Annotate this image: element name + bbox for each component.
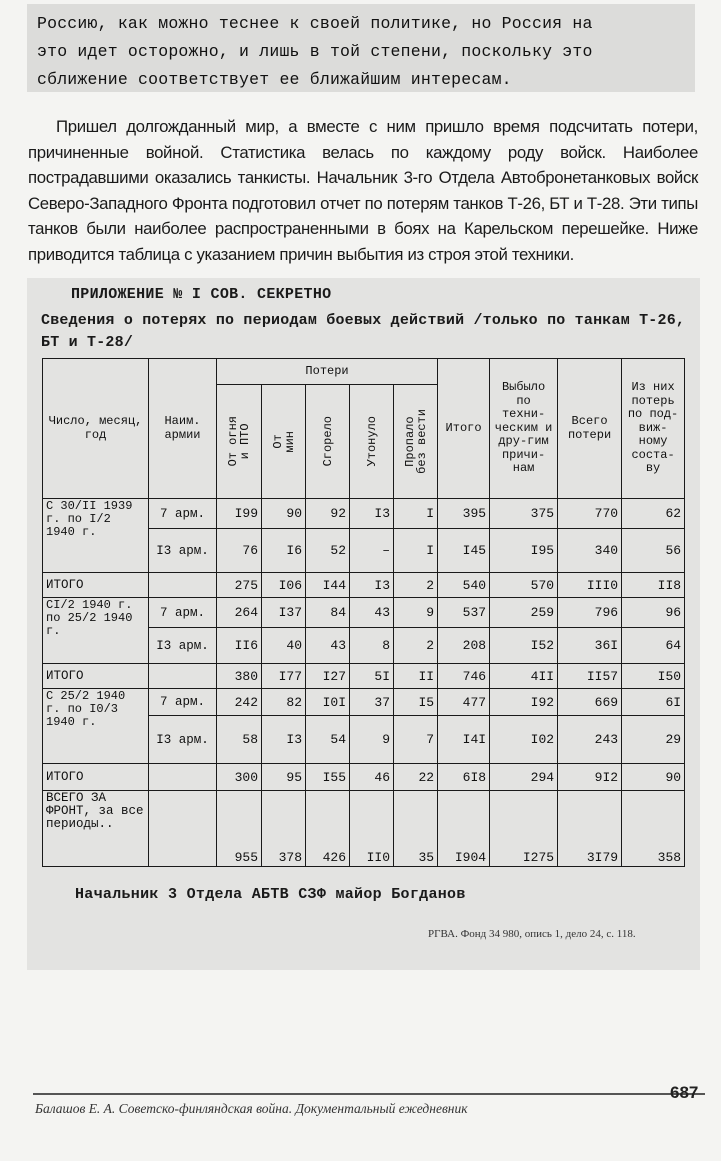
running-footer: Балашов Е. А. Советско-финляндская война. Документальный ежедневник (35, 1101, 468, 1116)
empty-cell (149, 664, 217, 689)
quote-line: сближение соответствует ее ближайшим интересам. (37, 70, 512, 89)
header-all-losses: Всего потери (558, 359, 622, 499)
value-cell: I95 (490, 529, 558, 573)
value-cell: 540 (438, 573, 490, 598)
value-cell: I5 (394, 689, 438, 716)
value-cell: 477 (438, 689, 490, 716)
value-cell: 796 (558, 598, 622, 628)
value-cell: I50 (622, 664, 685, 689)
grand-total-label: ВСЕГО ЗА ФРОНТ, за все периоды.. (43, 791, 149, 867)
total-row (43, 764, 685, 791)
value-cell: 22 (394, 764, 438, 791)
value-cell: 395 (438, 499, 490, 529)
value-cell: 95 (262, 764, 306, 791)
value-cell: I3 (350, 573, 394, 598)
value-cell: 770 (558, 499, 622, 529)
header-army: Наим. армии (149, 359, 217, 499)
period-label: С 30/II 1939 г. по I/2 1940 г. (43, 499, 149, 573)
period-label: СI/2 1940 г. по 25/2 1940 г. (43, 598, 149, 664)
value-cell: 340 (558, 529, 622, 573)
value-cell: 64 (622, 628, 685, 664)
value-cell: 56 (622, 529, 685, 573)
total-row (43, 573, 685, 598)
value-cell: 6I (622, 689, 685, 716)
value-cell: II6 (217, 628, 262, 664)
value-cell: I4I (438, 716, 490, 764)
value-cell: 82 (262, 689, 306, 716)
table-row (43, 499, 685, 529)
value-cell: I37 (262, 598, 306, 628)
value-cell: 8 (350, 628, 394, 664)
army-cell: 7 арм. (149, 689, 217, 716)
army-cell: 7 арм. (149, 598, 217, 628)
footer-divider (33, 1093, 705, 1095)
value-cell: 243 (558, 716, 622, 764)
value-cell: 570 (490, 573, 558, 598)
value-cell: 29 (622, 716, 685, 764)
archival-document (27, 278, 700, 970)
value-cell: 375 (490, 499, 558, 529)
quote-line: Россию, как можно теснее к своей политике, но Россия на (37, 14, 593, 33)
value-cell: 294 (490, 764, 558, 791)
value-cell: 426 (306, 791, 350, 867)
value-cell: 242 (217, 689, 262, 716)
value-cell: 7 (394, 716, 438, 764)
value-cell: I (394, 499, 438, 529)
total-label: ИТОГО (43, 573, 149, 598)
header-burned: Сгорело (306, 385, 350, 499)
value-cell: 746 (438, 664, 490, 689)
value-cell: II (394, 664, 438, 689)
value-cell: 6I8 (438, 764, 490, 791)
period-label: С 25/2 1940 г. по I0/3 1940 г. (43, 689, 149, 764)
value-cell: I (394, 529, 438, 573)
quote-block (27, 4, 695, 92)
value-cell: 58 (217, 716, 262, 764)
value-cell: I92 (490, 689, 558, 716)
value-cell: 955 (217, 791, 262, 867)
value-cell: 275 (217, 573, 262, 598)
value-cell: 380 (217, 664, 262, 689)
value-cell: I55 (306, 764, 350, 791)
value-cell: II8 (622, 573, 685, 598)
value-cell: I0I (306, 689, 350, 716)
quote-line: это идет осторожно, и лишь в той степени, поскольку это (37, 42, 593, 61)
header-mines: От мин (262, 385, 306, 499)
value-cell: 2 (394, 573, 438, 598)
value-cell: 378 (262, 791, 306, 867)
value-cell: II0 (350, 791, 394, 867)
value-cell: 36I (558, 628, 622, 664)
document-subheading: Сведения о потерях по периодам боевых действий /только по танкам Т-26, БТ и Т-28/ (41, 312, 686, 351)
value-cell: 259 (490, 598, 558, 628)
value-cell: I99 (217, 499, 262, 529)
table-row (43, 689, 685, 716)
total-label: ИТОГО (43, 764, 149, 791)
value-cell: I77 (262, 664, 306, 689)
empty-cell (149, 791, 217, 867)
value-cell: 84 (306, 598, 350, 628)
value-cell: 300 (217, 764, 262, 791)
header-date: Число, месяц, год (43, 359, 149, 499)
value-cell: 43 (350, 598, 394, 628)
header-rebuilt: Из них потерь по под-виж-ному соста-ву (622, 359, 685, 499)
body-paragraph (28, 114, 698, 267)
paragraph-text: Пришел долгожданный мир, а вместе с ним пришло время подсчитать потери, причиненные войной. Статистика велась по каждому роду войск. Наиболее пострадавшими оказались танкисты. Начальник 3-го Отдела Автобронетанковых войск Северо-Западного Фронта подготовил отчет по потерям танков Т-26, БТ и Т-28. Эти типы танков были наиболее распространенными в боях на Карельском перешейке. Ниже приводится таблица с указанием причин выбытия из строя этой техники. (28, 117, 698, 264)
value-cell: 537 (438, 598, 490, 628)
army-cell: I3 арм. (149, 716, 217, 764)
value-cell: 35 (394, 791, 438, 867)
header-total: Итого (438, 359, 490, 499)
value-cell: I06 (262, 573, 306, 598)
value-cell: 4II (490, 664, 558, 689)
header-losses: Потери (217, 359, 438, 385)
value-cell: I6 (262, 529, 306, 573)
value-cell: – (350, 529, 394, 573)
value-cell: 669 (558, 689, 622, 716)
header-drowned: Утонуло (350, 385, 394, 499)
value-cell: 37 (350, 689, 394, 716)
value-cell: 9 (350, 716, 394, 764)
value-cell: III0 (558, 573, 622, 598)
value-cell: 264 (217, 598, 262, 628)
empty-cell (149, 764, 217, 791)
value-cell: 9 (394, 598, 438, 628)
header-technical: Выбыло по техни-ческим и дру-гим причи-нам (490, 359, 558, 499)
army-cell: I3 арм. (149, 628, 217, 664)
value-cell: I45 (438, 529, 490, 573)
value-cell: 208 (438, 628, 490, 664)
empty-cell (149, 573, 217, 598)
value-cell: 43 (306, 628, 350, 664)
value-cell: 62 (622, 499, 685, 529)
army-cell: I3 арм. (149, 529, 217, 573)
value-cell: I44 (306, 573, 350, 598)
value-cell: 90 (622, 764, 685, 791)
document-signature: Начальник 3 Отдела АБТВ СЗФ майор Богданов (75, 886, 466, 903)
value-cell: 90 (262, 499, 306, 529)
header-missing: Пропало без вести (394, 385, 438, 499)
table-row (43, 598, 685, 628)
value-cell: 9I2 (558, 764, 622, 791)
total-row (43, 664, 685, 689)
value-cell: I3 (350, 499, 394, 529)
value-cell: I02 (490, 716, 558, 764)
document-heading: ПРИЛОЖЕНИЕ № I СОВ. СЕКРЕТНО (71, 286, 332, 303)
value-cell: 2 (394, 628, 438, 664)
value-cell: 76 (217, 529, 262, 573)
value-cell: I275 (490, 791, 558, 867)
total-label: ИТОГО (43, 664, 149, 689)
army-cell: 7 арм. (149, 499, 217, 529)
value-cell: 52 (306, 529, 350, 573)
value-cell: I27 (306, 664, 350, 689)
value-cell: I904 (438, 791, 490, 867)
value-cell: 40 (262, 628, 306, 664)
value-cell: II57 (558, 664, 622, 689)
value-cell: 92 (306, 499, 350, 529)
archive-source: РГВА. Фонд 34 980, опись 1, дело 24, с. 118. (428, 928, 636, 940)
value-cell: I52 (490, 628, 558, 664)
value-cell: 358 (622, 791, 685, 867)
losses-table (42, 358, 685, 867)
value-cell: 46 (350, 764, 394, 791)
page-number: 687 (670, 1083, 699, 1102)
value-cell: 3I79 (558, 791, 622, 867)
value-cell: I3 (262, 716, 306, 764)
value-cell: 5I (350, 664, 394, 689)
grand-total-row (43, 791, 685, 867)
value-cell: 54 (306, 716, 350, 764)
header-fire: От огня и ПТО (217, 385, 262, 499)
value-cell: 96 (622, 598, 685, 628)
